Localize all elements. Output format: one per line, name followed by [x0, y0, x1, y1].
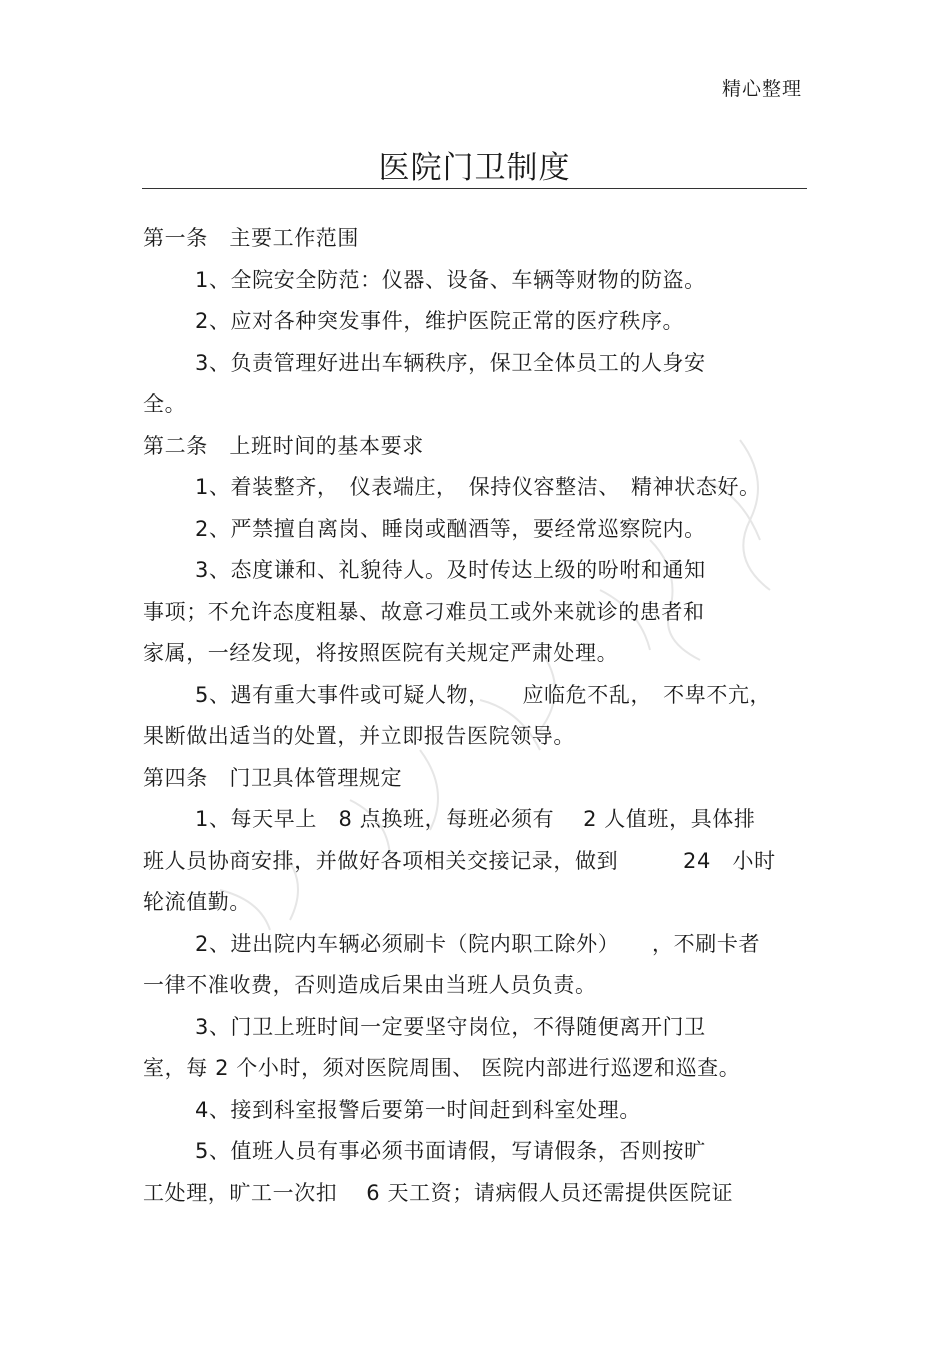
paragraph-line: 3、态度谦和、礼貌待人。及时传达上级的吩咐和通知: [195, 558, 706, 582]
paragraph-line: 2、应对各种突发事件，维护医院正常的医疗秩序。: [195, 309, 685, 333]
paragraph-line: 1、每天早上 8 点换班，每班必须有 2 人值班，具体排: [195, 807, 756, 831]
paragraph-line: 全。: [143, 392, 187, 416]
paragraph-line: 轮流值勤。: [143, 890, 251, 914]
paragraph-line: 事项；不允许态度粗暴、故意刁难员工或外来就诊的患者和: [143, 599, 705, 624]
paragraph-line: 3、门卫上班时间一定要坚守岗位，不得随便离开门卫: [195, 1014, 706, 1039]
paragraph-line: 第一条 主要工作范围: [143, 226, 359, 250]
paragraph-line: 一律不准收费，否则造成后果由当班人员负责。: [143, 973, 597, 997]
paragraph-line: 果断做出适当的处置，并立即报告医院领导。: [143, 724, 575, 748]
paragraph-line: 4、接到科室报警后要第一时间赶到科室处理。: [195, 1097, 641, 1122]
title-divider: [142, 188, 807, 189]
paragraph-line: 5、遇有重大事件或可疑人物， 应临危不乱， 不卑不亢，: [195, 682, 772, 707]
paragraph-line: 工处理，旷工一次扣 6 天工资；请病假人员还需提供医院证: [143, 1180, 734, 1205]
paragraph-line: 2、严禁擅自离岗、睡岗或酗酒等，要经常巡察院内。: [195, 516, 706, 541]
paragraph-line: 2、进出院内车辆必须刷卡（院内职工除外） ，不刷卡者: [195, 931, 761, 956]
paragraph-line: 1、着装整齐， 仪表端庄， 保持仪容整洁、 精神状态好。: [195, 475, 761, 499]
paragraph-line: 班人员协商安排，并做好各项相关交接记录，做到 24 小时: [143, 848, 776, 873]
header-note: 精心整理: [721, 78, 802, 100]
paragraph-line: 3、负责管理好进出车辆秩序，保卫全体员工的人身安: [195, 350, 706, 375]
paragraph-line: 5、值班人员有事必须书面请假，写请假条，否则按旷: [195, 1139, 706, 1163]
document-body: [143, 218, 808, 1214]
document-title: 医院门卫制度: [378, 150, 571, 186]
paragraph-line: 家属，一经发现，将按照医院有关规定严肃处理。: [143, 641, 619, 665]
paragraph-line: 第四条 门卫具体管理规定: [143, 765, 403, 790]
paragraph-line: 室，每 2 个小时，须对医院周围、 医院内部进行巡逻和巡查。: [143, 1056, 741, 1080]
paragraph-line: 1、全院安全防范：仪器、设备、车辆等财物的防盗。: [195, 267, 706, 292]
paragraph-line: 第二条 上班时间的基本要求: [143, 433, 424, 458]
